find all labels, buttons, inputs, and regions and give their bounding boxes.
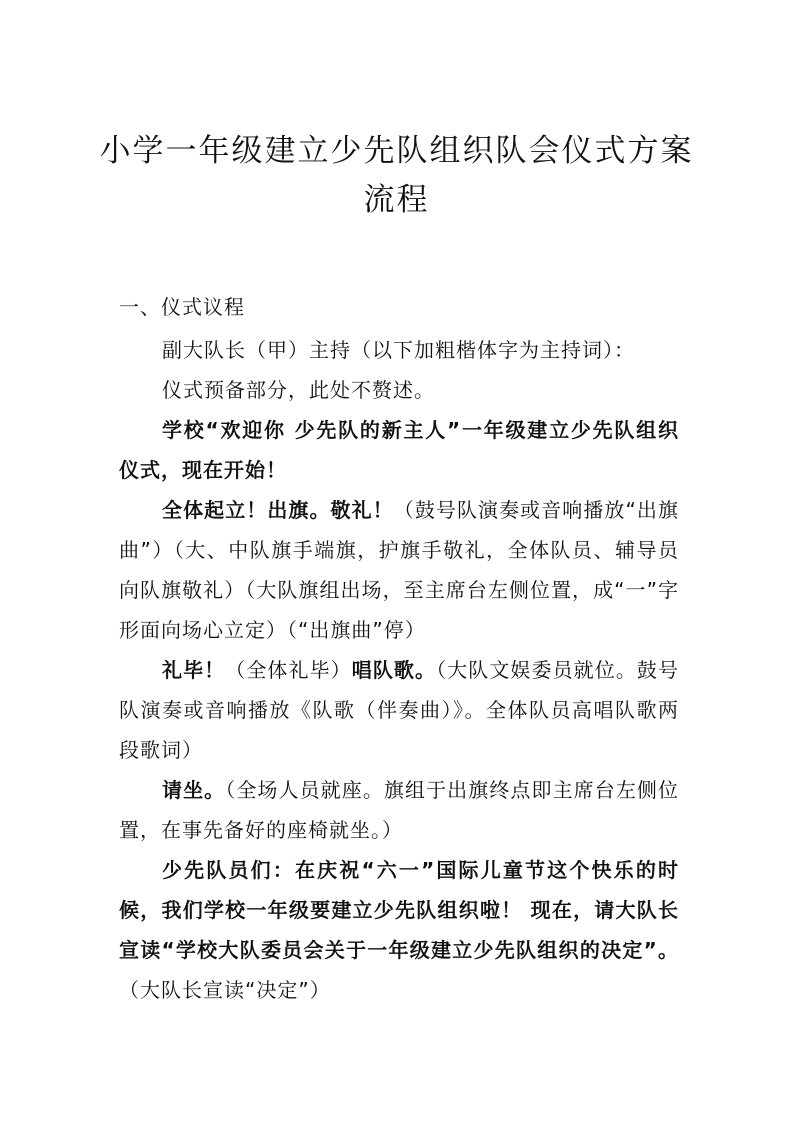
sit-down-instructions: （全场人员就座。旗组于出旗终点即主席台左侧位置，在事先备好的座椅就坐。） (119, 778, 679, 842)
salute-end-command: 礼毕！ (162, 658, 226, 682)
document-title-line-1: 小学一年级建立少先队组织队会仪式方案 (99, 133, 694, 169)
host-note-text: 副大队长（甲）主持（以下加粗楷体字为主持词）： (162, 338, 635, 362)
paragraph-announcement (119, 850, 679, 1010)
paragraph-sit-down (119, 770, 679, 850)
paragraph-opening (119, 410, 679, 490)
preparation-text: 仪式预备部分，此处不赘述。 (162, 378, 435, 402)
announcement-note: （大队长宣读“决定”） (119, 978, 331, 1002)
anthem-instructions: （大队文娱委员就位。鼓号队演奏或音响播放《队歌（伴奏曲）》。全体队员高唱队歌两段歌词） (119, 658, 680, 762)
sit-down-command: 请坐。 (162, 778, 226, 802)
document-title-line-2: 流程 (363, 182, 430, 218)
salute-end-note: （全体礼毕） (225, 658, 352, 682)
paragraph-preparation (119, 370, 679, 410)
announcement-speech: 少先队员们：在庆祝“六一”国际儿童节这个快乐的时候，我们学校一年级要建立少先队组织啦！ 现在，请大队长宣读“学校大队委员会关于一年级建立少先队组织的决定”。 (119, 858, 679, 962)
anthem-command: 唱队歌。 (351, 658, 437, 682)
section-heading: 一、仪式议程 (119, 295, 245, 319)
document-body (119, 330, 679, 1010)
paragraph-host-note (119, 330, 679, 370)
flag-entry-instructions: （鼓号队演奏或音响播放“出旗曲”）（大、中队旗手端旗，护旗手敬礼，全体队员、辅导员向队旗敬礼）（大队旗组出场，至主席台左侧位置，成“一”字形面向场心立定）（“出旗曲”停） (119, 498, 679, 642)
paragraph-flag-entry (119, 490, 679, 650)
paragraph-anthem (119, 650, 679, 770)
opening-text: 学校“欢迎你 少先队的新主人”一年级建立少先队组织仪式，现在开始！ (119, 418, 679, 482)
flag-entry-command: 全体起立！出旗。敬礼！ (162, 498, 394, 522)
